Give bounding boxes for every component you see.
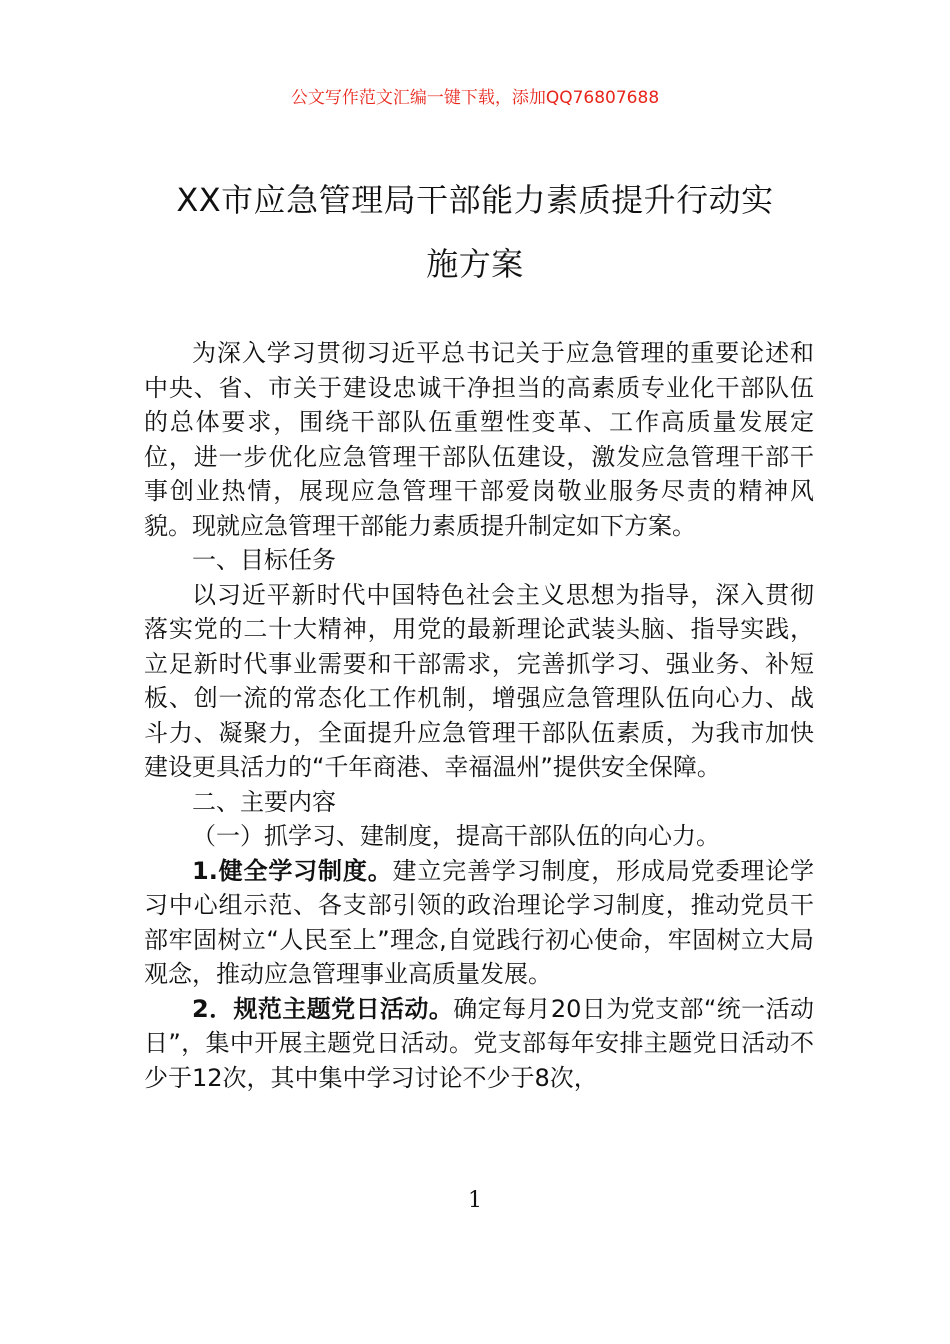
- section-2-heading: 二、主要内容: [192, 787, 336, 816]
- item-1-paragraph: [144, 854, 814, 992]
- title-line-1: XX市应急管理局干部能力素质提升行动实: [176, 181, 774, 219]
- intro-paragraph: 为深入学习贯彻习近平总书记关于应急管理的重要论述和中央、省、市关于建设忠诚干净担当的高素质专业化干部队伍的总体要求，围绕干部队伍重塑性变革、工作高质量发展定位，进一步优化应急管理干部队伍建设，激发应急管理干部干事创业热情，展现应急管理干部爱岗敬业服务尽责的精神风貌。现就应急管理干部能力素质提升制定如下方案。: [144, 339, 814, 540]
- section-1-heading: 一、目标任务: [192, 546, 336, 574]
- item-2-text: 确定每月20日为党支部“统一活动日”，集中开展主题党日活动。党支部每年安排主题党日活动不少于12次，其中集中学习讨论不少于8次，: [144, 994, 814, 1092]
- item-2-title: 2．规范主题党日活动。: [192, 994, 454, 1023]
- subsection-1-heading: （一）抓学习、建制度，提高干部队伍的向心力。: [192, 822, 720, 850]
- item-1-text: 建立完善学习制度，形成局党委理论学习中心组示范、各支部引领的政治理论学习制度，推动党员干部牢固树立“人民至上”理念,自觉践行初心使命，牢固树立大局观念，推动应急管理事业高质量发展。: [144, 856, 814, 988]
- item-1-title: 1.健全学习制度。: [192, 856, 393, 885]
- item-2-paragraph: [144, 992, 814, 1096]
- document-title: [120, 168, 830, 296]
- header-ad-text: 公文写作范文汇编一键下载，添加QQ76807688: [290, 88, 660, 108]
- title-line-2: 施方案: [426, 245, 524, 283]
- page-number: 1: [468, 1188, 482, 1213]
- document-body: [144, 336, 814, 1095]
- section-1-paragraph: 以习近平新时代中国特色社会主义思想为指导，深入贯彻落实党的二十大精神，用党的最新理论武装头脑、指导实践，立足新时代事业需要和干部需求，完善抓学习、强业务、补短板、创一流的常态化工作机制，增强应急管理队伍向心力、战斗力、凝聚力，全面提升应急管理干部队伍素质，为我市加快建设更具活力的“千年商港、幸福温州”提供安全保障。: [144, 580, 814, 781]
